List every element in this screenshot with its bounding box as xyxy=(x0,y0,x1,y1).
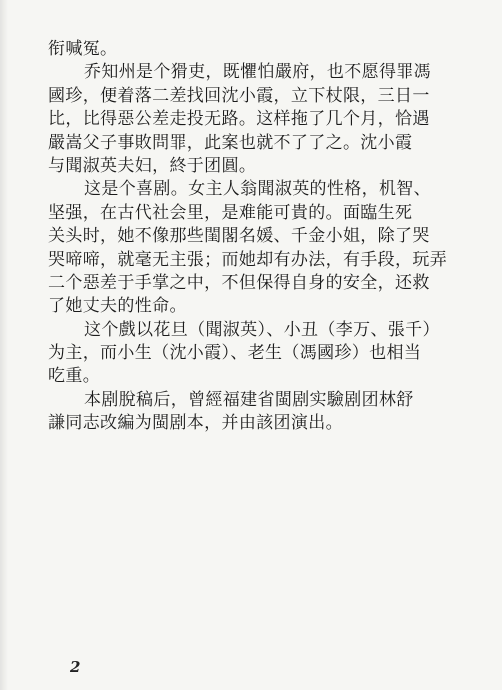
text-line: 本剧脫稿后，曾經福建省閩剧实驗剧团林舒 xyxy=(84,389,414,410)
text-line: 哭啼啼，就毫无主張；而她却有办法，有手段，玩弄 xyxy=(48,249,448,270)
text-line: 与聞淑英夫妇，終于团圓。 xyxy=(48,155,257,176)
text-line: 謙同志改編为閩剧本，并由該团演出。 xyxy=(48,413,343,434)
page-gutter-shadow xyxy=(0,0,8,690)
text-line: 坚强，在古代社会里，是难能可貴的。面臨生死 xyxy=(48,202,413,223)
text-line: 这个戲以花旦（聞淑英）、小丑（李万、張千） xyxy=(84,319,440,340)
text-line: 乔知州是个猾吏，既懼怕嚴府，也不愿得罪馮 xyxy=(84,62,431,83)
text-line: 为主，而小生（沈小霞）、老生（馮國珍）也相当 xyxy=(48,343,422,364)
text-line: 比，比得惡公差走投无路。这样拖了几个月，恰遇 xyxy=(48,109,430,130)
text-line: 关头时，她不像那些閨閣名媛、千金小姐，除了哭 xyxy=(48,226,430,247)
text-line: 嚴嵩父子事敗問罪，此案也就不了了之。沈小霞 xyxy=(48,132,413,153)
text-line: 國珍，便着落二差找回沈小霞，立下杖限，三日一 xyxy=(48,85,430,106)
text-line: 吃重。 xyxy=(48,366,101,387)
text-line: 了她丈夫的性命。 xyxy=(48,296,187,317)
text-line: 衔喊冤。 xyxy=(48,39,118,59)
text-line: 这是个喜剧。女主人翁聞淑英的性格，机智、 xyxy=(84,179,431,200)
page-number: 2 xyxy=(70,658,81,676)
text-line: 二个惡差于手掌之中，不但保得自身的安全，还救 xyxy=(48,272,430,293)
body-text xyxy=(48,38,468,436)
